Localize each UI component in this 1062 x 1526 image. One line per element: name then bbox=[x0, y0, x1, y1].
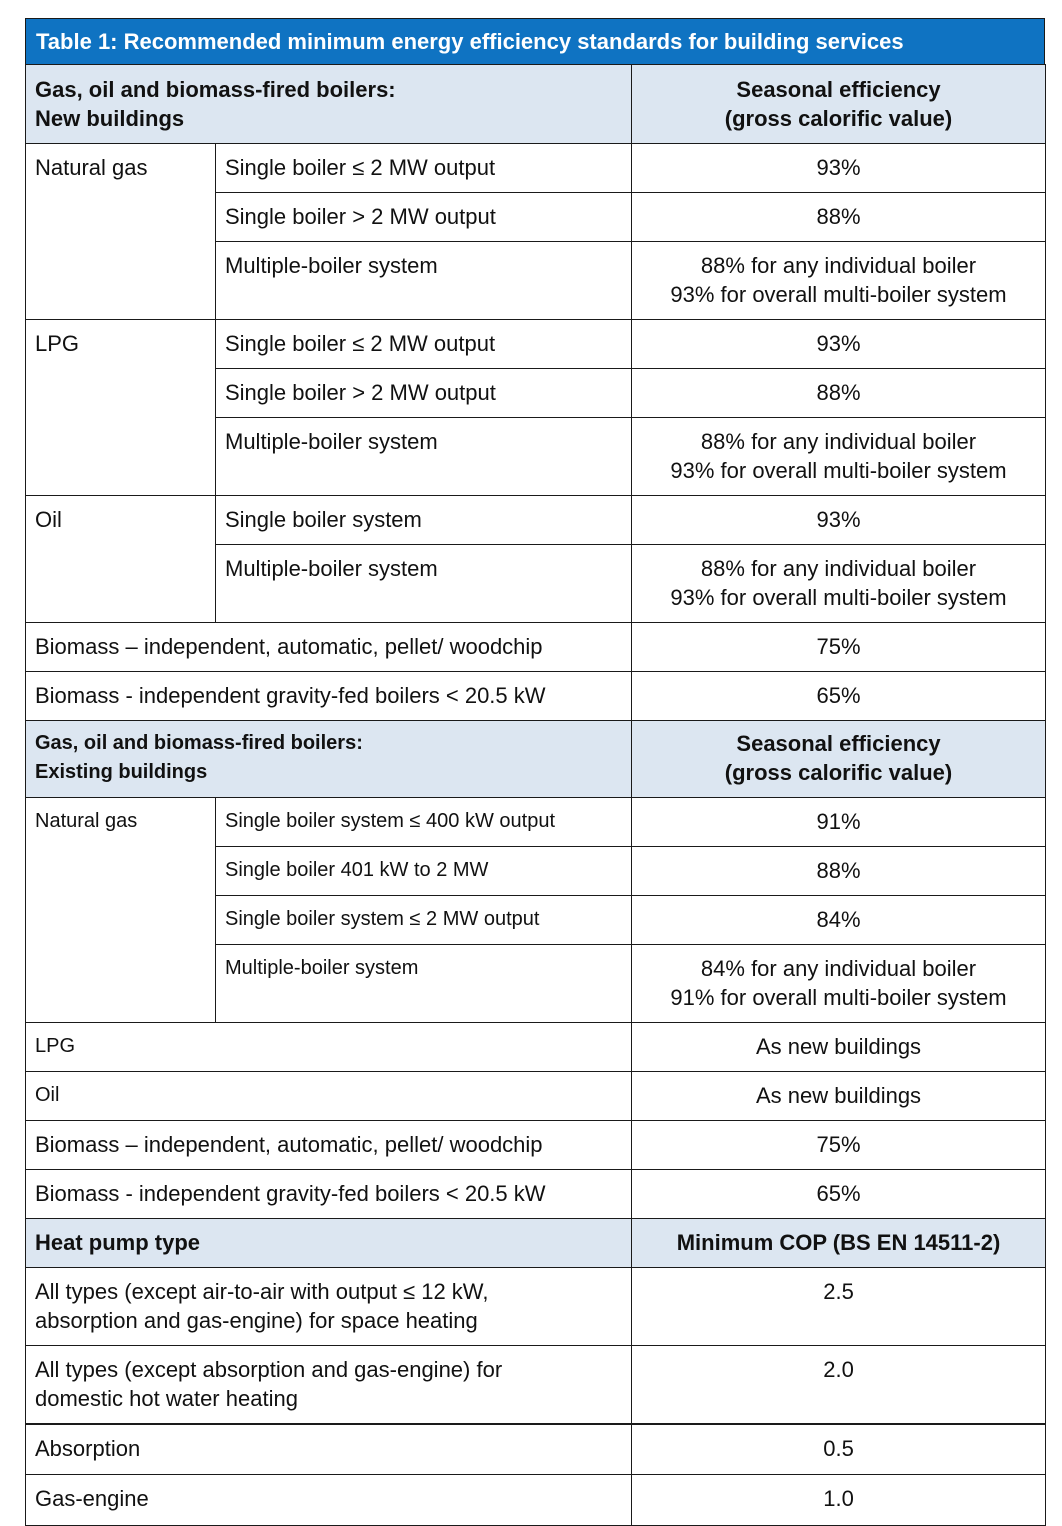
fuel-cell: Natural gas bbox=[26, 144, 216, 320]
table-row bbox=[26, 623, 1046, 672]
boiler-type-cell: Single boiler ≤ 2 MW output bbox=[216, 320, 632, 369]
table-row bbox=[26, 320, 1046, 369]
value-line: 93% for overall multi-boiler system bbox=[670, 585, 1007, 610]
efficiency-cell: 88% bbox=[632, 847, 1046, 896]
boiler-type-cell: Single boiler > 2 MW output bbox=[216, 369, 632, 418]
table-row bbox=[26, 1346, 1046, 1425]
table-row bbox=[26, 798, 1046, 847]
efficiency-cell: 84% bbox=[632, 896, 1046, 945]
boiler-type-cell: Biomass - independent gravity-fed boilers < 20.5 kW bbox=[26, 672, 632, 721]
efficiency-cell: As new buildings bbox=[632, 1072, 1046, 1121]
existing-buildings-value-heading bbox=[632, 721, 1046, 798]
cop-cell: 2.0 bbox=[632, 1346, 1046, 1425]
table-row bbox=[26, 672, 1046, 721]
boiler-type-cell: Biomass – independent, automatic, pellet/ woodchip bbox=[26, 623, 632, 672]
heading-line: Gas, oil and biomass-fired boilers: bbox=[35, 732, 363, 754]
efficiency-cell: As new buildings bbox=[632, 1023, 1046, 1072]
boiler-type-cell: Oil bbox=[26, 1072, 632, 1121]
heading-line: Existing buildings bbox=[35, 761, 208, 783]
boiler-type-cell: Single boiler > 2 MW output bbox=[216, 193, 632, 242]
cop-cell: 2.5 bbox=[632, 1268, 1046, 1346]
heading-line: Seasonal efficiency bbox=[736, 731, 941, 756]
fuel-cell: Natural gas bbox=[26, 798, 216, 1023]
efficiency-cell bbox=[632, 242, 1046, 320]
new-buildings-heading bbox=[26, 65, 632, 144]
efficiency-cell: 75% bbox=[632, 1121, 1046, 1170]
label-line: All types (except air-to-air with output ≤ 12 kW, bbox=[35, 1279, 489, 1304]
efficiency-cell: 75% bbox=[632, 623, 1046, 672]
boiler-type-cell: Single boiler 401 kW to 2 MW bbox=[216, 847, 632, 896]
fuel-cell: LPG bbox=[26, 320, 216, 496]
value-line: 93% for overall multi-boiler system bbox=[670, 458, 1007, 483]
heading-line: New buildings bbox=[35, 106, 185, 131]
existing-buildings-heading bbox=[26, 721, 632, 798]
new-buildings-header-row bbox=[26, 65, 1046, 144]
heat-pump-type-cell bbox=[26, 1268, 632, 1346]
heat-pump-type-cell: Gas-engine bbox=[26, 1474, 632, 1525]
heading-line: (gross calorific value) bbox=[724, 760, 953, 785]
boiler-type-cell: Multiple-boiler system bbox=[216, 418, 632, 496]
value-line: 88% for any individual boiler bbox=[700, 556, 977, 581]
efficiency-cell bbox=[632, 545, 1046, 623]
standards-table bbox=[25, 64, 1046, 1526]
boiler-type-cell: LPG bbox=[26, 1023, 632, 1072]
table-row bbox=[26, 144, 1046, 193]
label-line: domestic hot water heating bbox=[35, 1386, 298, 1411]
efficiency-cell bbox=[632, 945, 1046, 1023]
label-line: absorption and gas-engine) for space heating bbox=[35, 1308, 478, 1333]
table-row bbox=[26, 1170, 1046, 1219]
cop-cell: 0.5 bbox=[632, 1424, 1046, 1474]
label-line: All types (except absorption and gas-engine) for bbox=[35, 1357, 503, 1382]
value-line: 91% for overall multi-boiler system bbox=[670, 985, 1007, 1010]
efficiency-cell: 93% bbox=[632, 320, 1046, 369]
boiler-type-cell: Single boiler system ≤ 2 MW output bbox=[216, 896, 632, 945]
heading-line: Gas, oil and biomass-fired boilers: bbox=[35, 77, 396, 102]
efficiency-cell: 93% bbox=[632, 496, 1046, 545]
table-row bbox=[26, 1023, 1046, 1072]
new-buildings-value-heading bbox=[632, 65, 1046, 144]
heat-pump-heading: Heat pump type bbox=[26, 1219, 632, 1268]
boiler-type-cell: Single boiler ≤ 2 MW output bbox=[216, 144, 632, 193]
efficiency-cell bbox=[632, 418, 1046, 496]
table-title: Table 1: Recommended minimum energy efficiency standards for building services bbox=[25, 18, 1045, 64]
table-row bbox=[26, 1121, 1046, 1170]
efficiency-cell: 88% bbox=[632, 193, 1046, 242]
table-row bbox=[26, 496, 1046, 545]
boiler-type-cell: Multiple-boiler system bbox=[216, 545, 632, 623]
efficiency-standards-table bbox=[25, 18, 1045, 1526]
value-line: 93% for overall multi-boiler system bbox=[670, 282, 1007, 307]
table-row bbox=[26, 1474, 1046, 1525]
efficiency-cell: 91% bbox=[632, 798, 1046, 847]
boiler-type-cell: Multiple-boiler system bbox=[216, 945, 632, 1023]
table-row bbox=[26, 1424, 1046, 1474]
table-row bbox=[26, 1072, 1046, 1121]
existing-buildings-header-row bbox=[26, 721, 1046, 798]
heat-pump-type-cell bbox=[26, 1346, 632, 1425]
value-line: 88% for any individual boiler bbox=[700, 429, 977, 454]
efficiency-cell: 93% bbox=[632, 144, 1046, 193]
efficiency-cell: 88% bbox=[632, 369, 1046, 418]
heat-pump-header-row bbox=[26, 1219, 1046, 1268]
heading-line: (gross calorific value) bbox=[724, 106, 953, 131]
heading-line: Seasonal efficiency bbox=[736, 77, 941, 102]
efficiency-cell: 65% bbox=[632, 1170, 1046, 1219]
table-row bbox=[26, 1268, 1046, 1346]
boiler-type-cell: Biomass - independent gravity-fed boilers < 20.5 kW bbox=[26, 1170, 632, 1219]
boiler-type-cell: Multiple-boiler system bbox=[216, 242, 632, 320]
heat-pump-type-cell: Absorption bbox=[26, 1424, 632, 1474]
heat-pump-value-heading: Minimum COP (BS EN 14511-2) bbox=[632, 1219, 1046, 1268]
value-line: 88% for any individual boiler bbox=[700, 253, 977, 278]
boiler-type-cell: Single boiler system ≤ 400 kW output bbox=[216, 798, 632, 847]
efficiency-cell: 65% bbox=[632, 672, 1046, 721]
boiler-type-cell: Single boiler system bbox=[216, 496, 632, 545]
cop-cell: 1.0 bbox=[632, 1474, 1046, 1525]
fuel-cell: Oil bbox=[26, 496, 216, 623]
value-line: 84% for any individual boiler bbox=[700, 956, 977, 981]
boiler-type-cell: Biomass – independent, automatic, pellet/ woodchip bbox=[26, 1121, 632, 1170]
